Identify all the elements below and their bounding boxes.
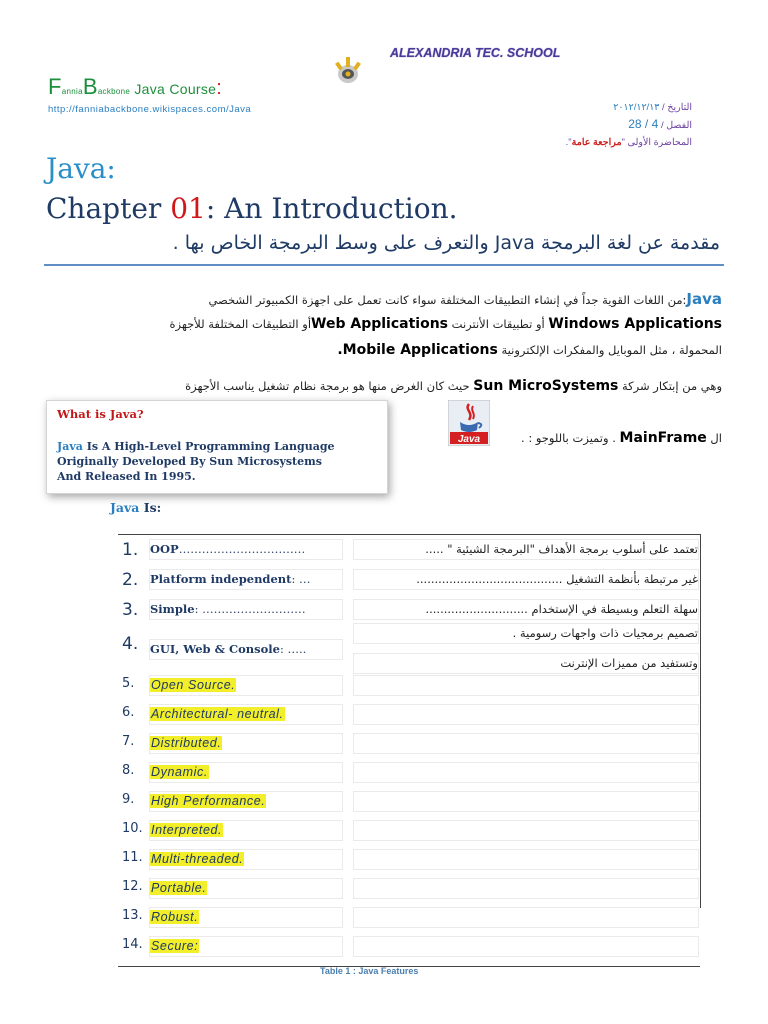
feature-en: Robust. bbox=[150, 908, 342, 927]
course-url[interactable]: http://fanniabackbone.wikispaces.com/Java bbox=[48, 104, 252, 115]
feature-en: Architectural- neutral. bbox=[150, 705, 342, 724]
feature-ar bbox=[354, 792, 698, 811]
intro-line-2: Windows Applications أو تطبيقات الأنترنت Web Applicationsأو التطبيقات المختلفة للأجهزة bbox=[169, 316, 722, 332]
school-logo-icon bbox=[330, 54, 366, 90]
feature-en: Portable. bbox=[150, 879, 342, 898]
feature-ar bbox=[354, 821, 698, 840]
intro-line-3: المحمولة ، مثل الموبايل والمفكرات الإلكترونية Mobile Applications. bbox=[337, 342, 722, 358]
feature-en: High Performance. bbox=[150, 792, 342, 811]
school-name: ALEXANDRIA TEC. SCHOOL bbox=[390, 46, 561, 60]
feature-en: Interpreted. bbox=[150, 821, 342, 840]
feature-ar bbox=[354, 850, 698, 869]
intro-line-1: Java:من اللغات القوية جداً في إنشاء التطبيقات المختلفة سواء كانت تعمل على اجهزة الكمبيوتر الشخصي bbox=[208, 290, 722, 308]
feature-ar bbox=[354, 937, 698, 956]
feature-en: Dynamic. bbox=[150, 763, 342, 782]
course-title: FanniaBackbone Java Course: bbox=[48, 74, 223, 99]
feature-ar-2: وتستفيد من مميزات الإنترنت bbox=[354, 654, 698, 673]
table-caption: Table 1 : Java Features bbox=[320, 966, 419, 976]
feature-en: Multi-threaded. bbox=[150, 850, 342, 869]
feature-ar: تصميم برمجيات ذات واجهات رسومية . bbox=[354, 624, 698, 643]
lecture-name: المحاضرة الأولى "مراجعة عامة". bbox=[565, 137, 692, 148]
feature-ar: غير مرتبطة بأنظمة التشغيل ........................................ bbox=[354, 570, 698, 589]
svg-text:Java: Java bbox=[457, 434, 481, 445]
chapter-title: Chapter 01: An Introduction. bbox=[46, 192, 458, 225]
feature-en: OOP…………………………… bbox=[150, 540, 342, 559]
table-border-top bbox=[118, 534, 700, 535]
java-logo-icon bbox=[448, 400, 490, 446]
arabic-subtitle: مقدمة عن لغة البرمجة Java والتعرف على وسط البرمجة الخاص بها . bbox=[172, 232, 720, 254]
callout-definition: Java Is A High-Level Programming Language Originally Developed By Sun Microsystems And Released In 1995. bbox=[57, 440, 335, 483]
feature-ar bbox=[354, 705, 698, 724]
feature-en: Simple: ……………………… bbox=[150, 600, 342, 619]
feature-ar bbox=[354, 879, 698, 898]
page-title-java: Java: bbox=[46, 152, 116, 185]
feature-en: Open Source. bbox=[150, 676, 342, 695]
feature-ar bbox=[354, 763, 698, 782]
title-divider bbox=[44, 264, 724, 266]
feature-en: Secure: bbox=[150, 937, 342, 956]
feature-en: Platform independent: … bbox=[150, 570, 342, 589]
history-line-1: وهي من إبتكار شركة Sun MicroSystems حيث كان الغرض منها هو برمجة نظام تشغيل يناسب الأجهزة bbox=[185, 378, 722, 394]
feature-en: Distributed. bbox=[150, 734, 342, 753]
feature-ar bbox=[354, 734, 698, 753]
callout-question: What is Java? bbox=[57, 407, 144, 421]
what-is-java-callout bbox=[46, 400, 388, 494]
history-line-2: ال MainFrame . وتميزت باللوجو : . bbox=[521, 430, 722, 446]
feature-ar: سهلة التعلم وبسيطة في الإستخدام ............................ bbox=[354, 600, 698, 619]
lecture-date: التاريخ / ٢٠١٢/١٢/١٣ bbox=[613, 102, 692, 113]
feature-ar bbox=[354, 908, 698, 927]
feature-ar: تعتمد على أسلوب برمجة الأهداف "البرمجة الشيئية " ..... bbox=[354, 540, 698, 559]
java-is-heading: Java Is: bbox=[110, 500, 162, 515]
lecture-class: الفصل / 4 / 28 bbox=[628, 117, 692, 131]
table-border-right bbox=[700, 534, 701, 908]
feature-en: GUI, Web & Console: ….. bbox=[150, 640, 342, 659]
feature-ar bbox=[354, 676, 698, 695]
